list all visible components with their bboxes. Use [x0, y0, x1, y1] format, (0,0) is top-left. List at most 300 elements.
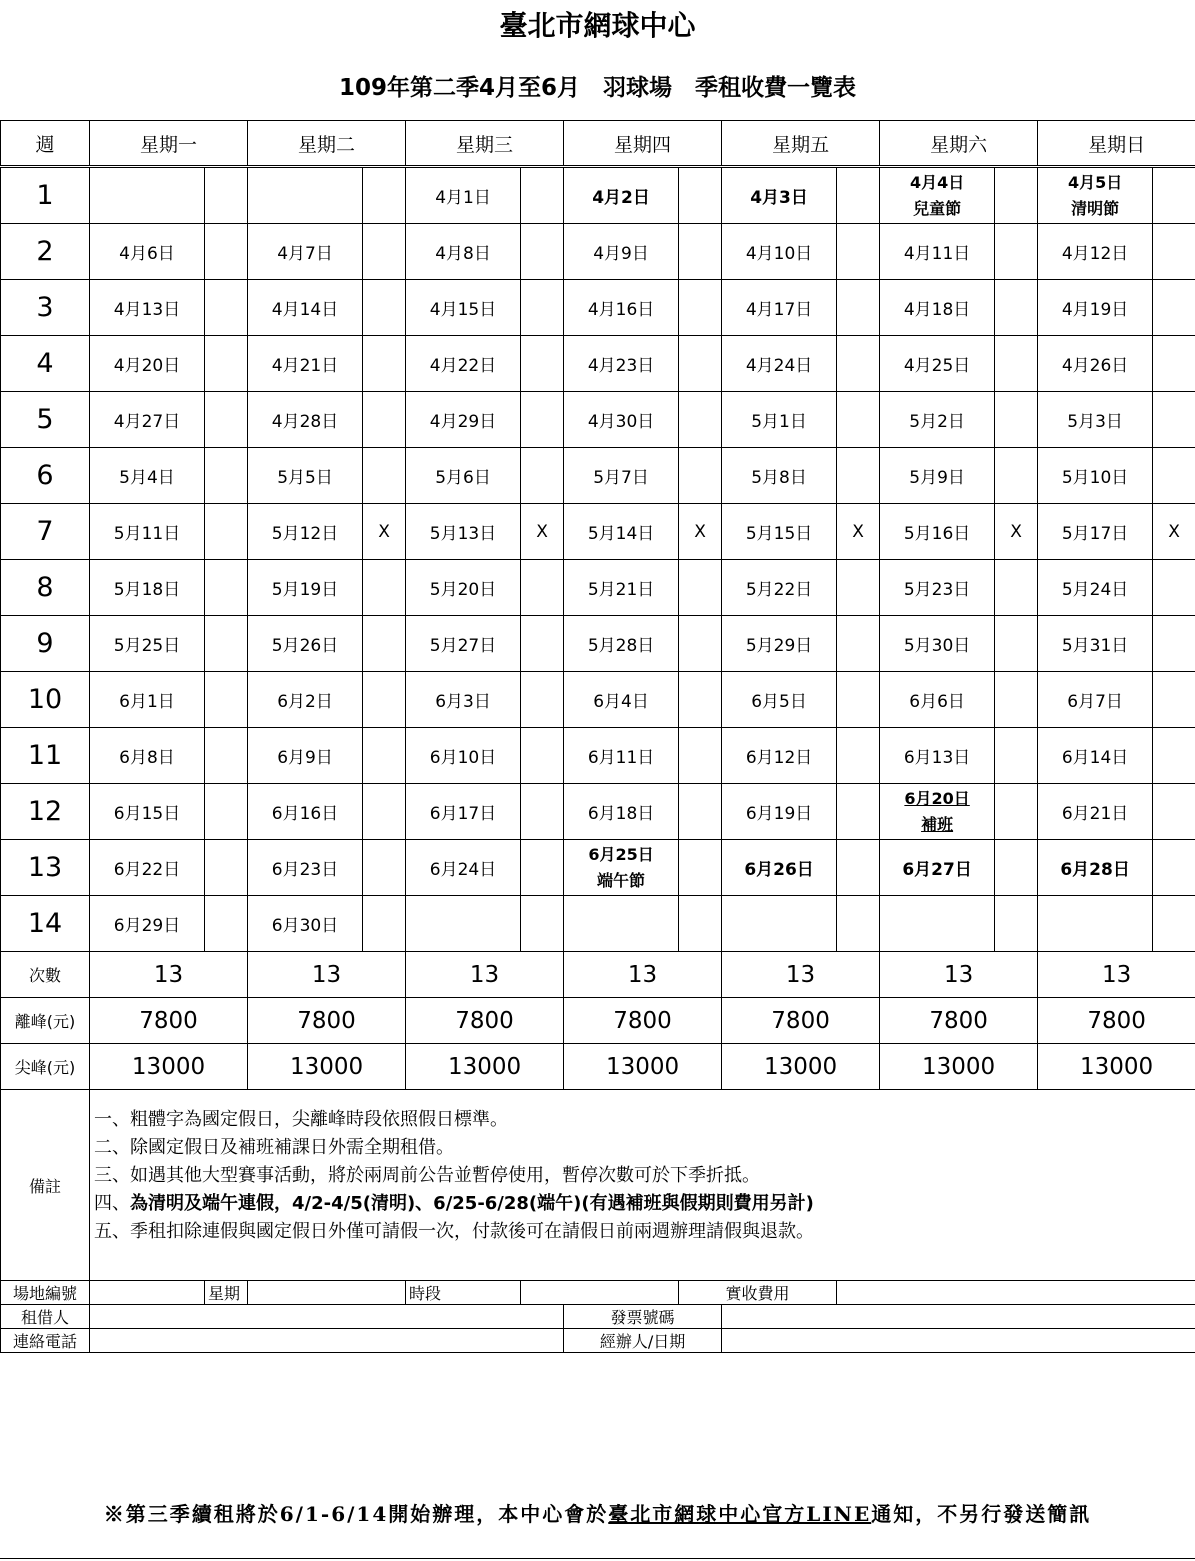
mark-cell [837, 448, 880, 504]
date-cell [722, 728, 837, 784]
date-text: 4月7日 [277, 244, 333, 264]
date-cell [564, 784, 679, 840]
date-cell [248, 840, 363, 896]
date-cell [1038, 224, 1153, 280]
note-line [94, 1134, 1195, 1162]
date-cell [248, 784, 363, 840]
mark-cell [521, 280, 564, 336]
note-text: 除國定假日及補班補課日外需全期租借。 [130, 1137, 454, 1158]
week-row [1, 504, 1195, 560]
date-text: 6月2日 [277, 692, 333, 712]
date-text: 5月5日 [277, 468, 333, 488]
day-header: 星期三 [406, 121, 564, 167]
mark-cell [679, 728, 722, 784]
mark-cell [205, 167, 248, 224]
date-cell [90, 336, 205, 392]
peak-row-value: 13000 [406, 1044, 564, 1090]
date-cell [880, 336, 995, 392]
mark-cell [995, 336, 1038, 392]
date-text: 6月1日 [119, 692, 175, 712]
date-text: 6月6日 [909, 692, 965, 712]
date-text: 4月24日 [745, 356, 813, 376]
mark-cell [521, 672, 564, 728]
mark-cell [363, 728, 406, 784]
week-row [1, 224, 1195, 280]
day-header: 星期一 [90, 121, 248, 167]
date-text: 6月28日 [1060, 860, 1130, 880]
date-cell [1038, 280, 1153, 336]
offpeak-row-value: 7800 [248, 998, 406, 1044]
date-cell [722, 336, 837, 392]
mark-cell [1153, 728, 1195, 784]
date-cell [248, 336, 363, 392]
weekday-field[interactable] [248, 1281, 406, 1305]
date-cell [880, 448, 995, 504]
date-cell [90, 280, 205, 336]
date-text: 4月8日 [435, 244, 491, 264]
mark-cell [521, 728, 564, 784]
mark-cell [205, 448, 248, 504]
mark-cell [521, 840, 564, 896]
form-row-venue [1, 1281, 1195, 1305]
mark-cell [205, 560, 248, 616]
date-cell [722, 224, 837, 280]
date-text: 6月20日 [904, 788, 970, 808]
mark-cell [1153, 784, 1195, 840]
date-text: 6月3日 [435, 692, 491, 712]
note-text: 如遇其他大型賽事活動，將於兩周前公告並暫停使用，暫停次數可於下季折抵。 [130, 1165, 760, 1186]
mark-cell [363, 560, 406, 616]
date-text: 5月31日 [1061, 636, 1129, 656]
date-cell [406, 784, 521, 840]
mark-cell [679, 896, 722, 952]
date-text: 5月10日 [1061, 468, 1129, 488]
date-cell [564, 672, 679, 728]
date-text: 4月5日 [1067, 172, 1123, 192]
notes-body [90, 1090, 1195, 1281]
date-cell [90, 448, 205, 504]
peak-row-value: 13000 [722, 1044, 880, 1090]
mark-cell [521, 167, 564, 224]
date-cell [248, 280, 363, 336]
mark-cell [521, 616, 564, 672]
date-text: 5月9日 [909, 468, 965, 488]
bottom-rule [0, 1558, 1195, 1559]
date-text: 6月8日 [119, 748, 175, 768]
date-cell [406, 504, 521, 560]
date-text: 4月6日 [119, 244, 175, 264]
footer-text-pre: ※第三季續租將於6/1-6/14開始辦理，本中心會於 [103, 1502, 609, 1526]
mark-cell [363, 448, 406, 504]
note-prefix: 五、 [94, 1221, 130, 1242]
date-text: 5月6日 [435, 468, 491, 488]
date-text: 5月23日 [903, 580, 971, 600]
date-text: 6月9日 [277, 748, 333, 768]
count-row-value: 13 [248, 952, 406, 998]
mark-cell [837, 224, 880, 280]
mark-cell [995, 784, 1038, 840]
mark-cell [1153, 616, 1195, 672]
mark-cell [837, 840, 880, 896]
date-cell [564, 560, 679, 616]
date-cell [880, 672, 995, 728]
date-cell [248, 728, 363, 784]
note-text: 粗體字為國定假日，尖離峰時段依照假日標準。 [130, 1109, 508, 1130]
peak-row-value: 13000 [90, 1044, 248, 1090]
notes-label: 備註 [1, 1090, 90, 1281]
date-text: 6月27日 [902, 860, 972, 880]
date-text: 4月26日 [1061, 356, 1129, 376]
peak-row-label: 尖峰(元) [1, 1044, 90, 1090]
date-cell [406, 280, 521, 336]
mark-cell [995, 616, 1038, 672]
count-row-value: 13 [564, 952, 722, 998]
date-text: 5月2日 [909, 412, 965, 432]
note-prefix: 二、 [94, 1137, 130, 1158]
offpeak-row-value: 7800 [564, 998, 722, 1044]
date-text: 5月7日 [593, 468, 649, 488]
date-text: 6月14日 [1061, 748, 1129, 768]
phone-field[interactable] [90, 1329, 564, 1353]
count-row-value: 13 [406, 952, 564, 998]
page-title: 臺北市網球中心 [499, 9, 696, 42]
date-text: 4月15日 [429, 300, 497, 320]
mark-cell [679, 672, 722, 728]
date-cell [1038, 840, 1153, 896]
mark-cell [679, 280, 722, 336]
mark-cell [1153, 896, 1195, 952]
date-text: 5月30日 [903, 636, 971, 656]
invoice-label: 發票號碼 [564, 1305, 722, 1329]
date-text: 4月21日 [271, 356, 339, 376]
mark-cell [1153, 336, 1195, 392]
page-subtitle: 109年第二季4月至6月 羽球場 季租收費一覽表 [338, 75, 857, 101]
mark-cell: X [363, 504, 406, 560]
week-row [1, 784, 1195, 840]
mark-cell [205, 728, 248, 784]
note-line [94, 1190, 1195, 1218]
mark-cell [837, 728, 880, 784]
footer-notice [0, 1496, 1195, 1532]
mark-cell [205, 336, 248, 392]
date-text: 4月22日 [429, 356, 497, 376]
mark-cell [205, 784, 248, 840]
weekday-label: 星期 [205, 1281, 248, 1305]
date-cell [248, 504, 363, 560]
week-number: 8 [1, 560, 90, 616]
date-text: 5月20日 [429, 580, 497, 600]
date-text: 5月12日 [271, 524, 339, 544]
offpeak-row-value: 7800 [722, 998, 880, 1044]
date-text: 5月15日 [745, 524, 813, 544]
date-text: 6月18日 [587, 804, 655, 824]
date-cell [406, 616, 521, 672]
phone-label: 連絡電話 [1, 1329, 90, 1353]
date-cell [406, 728, 521, 784]
date-cell [722, 560, 837, 616]
mark-cell [679, 224, 722, 280]
date-text: 4月19日 [1061, 300, 1129, 320]
rental-schedule-table [0, 120, 1195, 1353]
mark-cell [837, 896, 880, 952]
schedule-body [1, 121, 1195, 1353]
date-cell [90, 896, 205, 952]
week-number: 1 [1, 167, 90, 224]
date-cell [880, 504, 995, 560]
venue-no-field[interactable] [90, 1281, 205, 1305]
week-number: 11 [1, 728, 90, 784]
date-cell [880, 840, 995, 896]
date-cell [880, 560, 995, 616]
week-row [1, 448, 1195, 504]
week-number: 13 [1, 840, 90, 896]
form-row-renter [1, 1305, 1195, 1329]
date-cell [248, 167, 363, 224]
date-text: 4月2日 [592, 188, 650, 208]
date-text: 6月5日 [751, 692, 807, 712]
mark-cell [837, 392, 880, 448]
week-row [1, 672, 1195, 728]
offpeak-row-value: 7800 [406, 998, 564, 1044]
peak-row-value: 13000 [1038, 1044, 1195, 1090]
footer-line-link: 臺北市網球中心官方LINE [608, 1502, 872, 1526]
date-text: 6月11日 [587, 748, 655, 768]
mark-cell [205, 616, 248, 672]
date-text: 4月20日 [113, 356, 181, 376]
holiday-label: 清明節 [1071, 198, 1120, 218]
mark-cell [1153, 672, 1195, 728]
date-text: 5月28日 [587, 636, 655, 656]
date-cell [564, 728, 679, 784]
mark-cell [679, 560, 722, 616]
mark-cell [521, 448, 564, 504]
date-cell [564, 167, 679, 224]
slot-field[interactable] [521, 1281, 679, 1305]
mark-cell [363, 392, 406, 448]
date-text: 6月30日 [271, 916, 339, 936]
date-cell [722, 672, 837, 728]
date-cell [406, 392, 521, 448]
date-cell [722, 504, 837, 560]
date-cell [564, 616, 679, 672]
date-cell [248, 448, 363, 504]
week-number: 7 [1, 504, 90, 560]
count-row-label: 次數 [1, 952, 90, 998]
date-cell [90, 728, 205, 784]
date-cell [722, 840, 837, 896]
fee-field[interactable] [837, 1281, 1195, 1305]
date-text: 6月26日 [744, 860, 814, 880]
mark-cell [995, 840, 1038, 896]
mark-cell [995, 167, 1038, 224]
mark-cell [995, 280, 1038, 336]
date-cell [90, 560, 205, 616]
date-cell [1038, 784, 1153, 840]
offpeak-row-label: 離峰(元) [1, 998, 90, 1044]
date-text: 6月21日 [1061, 804, 1129, 824]
date-cell [722, 616, 837, 672]
mark-cell [521, 560, 564, 616]
mark-cell [837, 560, 880, 616]
renter-field[interactable] [90, 1305, 564, 1329]
date-cell [406, 896, 521, 952]
mark-cell [363, 896, 406, 952]
date-cell [248, 392, 363, 448]
date-cell [722, 896, 837, 952]
date-text: 5月8日 [751, 468, 807, 488]
mark-cell: X [521, 504, 564, 560]
week-row [1, 728, 1195, 784]
mark-cell [837, 616, 880, 672]
mark-cell [1153, 280, 1195, 336]
date-cell [722, 448, 837, 504]
mark-cell [837, 784, 880, 840]
date-cell [564, 840, 679, 896]
peak-row-value: 13000 [248, 1044, 406, 1090]
date-cell [248, 896, 363, 952]
date-text: 5月19日 [271, 580, 339, 600]
footer-text-post: 通知，不另行發送簡訊 [871, 1502, 1092, 1526]
invoice-field[interactable] [722, 1305, 1195, 1329]
mark-cell [205, 392, 248, 448]
holiday-label: 兒童節 [913, 198, 962, 218]
date-cell [406, 448, 521, 504]
date-cell [880, 896, 995, 952]
date-text: 4月16日 [587, 300, 655, 320]
week-row [1, 896, 1195, 952]
mark-cell [205, 672, 248, 728]
date-cell [406, 167, 521, 224]
date-cell [880, 167, 995, 224]
note-line [94, 1106, 1195, 1134]
week-number: 14 [1, 896, 90, 952]
week-row [1, 280, 1195, 336]
mark-cell [521, 392, 564, 448]
mark-cell [995, 560, 1038, 616]
date-cell [90, 224, 205, 280]
mark-cell [521, 224, 564, 280]
mark-cell [679, 336, 722, 392]
date-cell [1038, 167, 1153, 224]
date-text: 6月25日 [588, 844, 654, 864]
date-text: 6月22日 [113, 860, 181, 880]
date-text: 4月13日 [113, 300, 181, 320]
date-text: 4月23日 [587, 356, 655, 376]
mark-cell [1153, 392, 1195, 448]
week-number: 12 [1, 784, 90, 840]
date-cell [248, 616, 363, 672]
date-text: 4月30日 [587, 412, 655, 432]
date-text: 4月25日 [903, 356, 971, 376]
mark-cell [995, 448, 1038, 504]
week-number: 4 [1, 336, 90, 392]
date-cell [1038, 504, 1153, 560]
date-cell [406, 224, 521, 280]
date-cell [564, 336, 679, 392]
note-line [94, 1218, 1195, 1246]
mark-cell [679, 784, 722, 840]
date-cell [880, 616, 995, 672]
mark-cell [521, 784, 564, 840]
mark-cell: X [679, 504, 722, 560]
date-cell [564, 280, 679, 336]
mark-cell [205, 896, 248, 952]
date-cell [564, 448, 679, 504]
count-row [1, 952, 1195, 998]
date-cell [406, 560, 521, 616]
date-text: 4月4日 [909, 172, 965, 192]
handler-field[interactable] [722, 1329, 1195, 1353]
mark-cell [995, 728, 1038, 784]
date-cell [90, 672, 205, 728]
date-text: 4月14日 [271, 300, 339, 320]
date-text: 5月26日 [271, 636, 339, 656]
date-cell [1038, 336, 1153, 392]
mark-cell [837, 280, 880, 336]
mark-cell [679, 167, 722, 224]
peak-row [1, 1044, 1195, 1090]
mark-cell [679, 616, 722, 672]
mark-cell [521, 896, 564, 952]
mark-cell [363, 336, 406, 392]
date-cell [90, 504, 205, 560]
date-cell [90, 392, 205, 448]
date-text: 6月13日 [903, 748, 971, 768]
day-header: 星期五 [722, 121, 880, 167]
mark-cell [1153, 224, 1195, 280]
mark-cell [363, 672, 406, 728]
date-text: 4月18日 [903, 300, 971, 320]
date-text: 4月11日 [903, 244, 971, 264]
date-cell [722, 167, 837, 224]
date-cell [1038, 616, 1153, 672]
date-cell [880, 728, 995, 784]
count-row-value: 13 [90, 952, 248, 998]
fee-label: 實收費用 [679, 1281, 837, 1305]
date-cell [248, 560, 363, 616]
date-cell [406, 840, 521, 896]
mark-cell: X [1153, 504, 1195, 560]
mark-cell [679, 448, 722, 504]
date-cell [406, 336, 521, 392]
week-number: 10 [1, 672, 90, 728]
week-row [1, 392, 1195, 448]
date-text: 5月11日 [113, 524, 181, 544]
notes-row [1, 1090, 1195, 1281]
date-cell [1038, 672, 1153, 728]
week-row [1, 560, 1195, 616]
peak-row-value: 13000 [880, 1044, 1038, 1090]
day-header: 星期六 [880, 121, 1038, 167]
date-cell [1038, 728, 1153, 784]
date-text: 6月4日 [593, 692, 649, 712]
date-text: 4月28日 [271, 412, 339, 432]
day-header: 星期四 [564, 121, 722, 167]
handler-label: 經辦人/日期 [564, 1329, 722, 1353]
mark-cell [205, 280, 248, 336]
date-cell [248, 672, 363, 728]
date-text: 5月16日 [903, 524, 971, 544]
date-cell [722, 392, 837, 448]
mark-cell [205, 840, 248, 896]
date-cell [90, 167, 205, 224]
date-cell [880, 280, 995, 336]
mark-cell [837, 336, 880, 392]
note-line [94, 1162, 1195, 1190]
mark-cell [1153, 560, 1195, 616]
date-cell [880, 784, 995, 840]
mark-cell [679, 840, 722, 896]
